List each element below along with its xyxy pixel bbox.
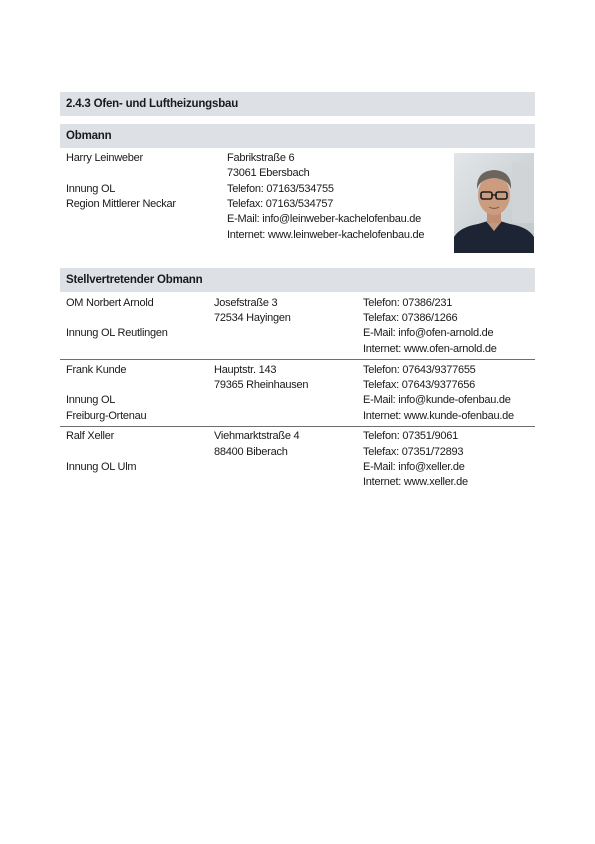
entry-name: Ralf Xeller bbox=[66, 430, 114, 442]
entry-city: 88400 Biberach bbox=[214, 446, 288, 458]
entry-telefon: Telefon: 07351/9061 bbox=[363, 430, 458, 442]
entry-innung: Innung OL Reutlingen bbox=[66, 327, 168, 339]
entry-street: Hauptstr. 143 bbox=[214, 364, 277, 376]
entry-internet: Internet: www.kunde-ofenbau.de bbox=[363, 410, 514, 422]
entry-telefon: Telefon: 07643/9377655 bbox=[363, 364, 476, 376]
entry-email: E-Mail: info@kunde-ofenbau.de bbox=[363, 394, 511, 406]
entry-telefax: Telefax: 07643/9377656 bbox=[363, 379, 475, 391]
entry-email: E-Mail: info@xeller.de bbox=[363, 461, 465, 473]
entry-internet: Internet: www.ofen-arnold.de bbox=[363, 343, 497, 355]
obmann-telefax: Telefax: 07163/534757 bbox=[227, 198, 334, 210]
entry-telefon: Telefon: 07386/231 bbox=[363, 297, 453, 309]
obmann-telefon: Telefon: 07163/534755 bbox=[227, 183, 334, 195]
obmann-heading: Obmann bbox=[60, 124, 535, 148]
entry-telefax: Telefax: 07351/72893 bbox=[363, 446, 464, 458]
obmann-portrait-photo bbox=[454, 153, 534, 253]
entry-innung: Innung OL Ulm bbox=[66, 461, 137, 473]
obmann-email: E-Mail: info@leinweber-kachelofenbau.de bbox=[227, 213, 422, 225]
entry-divider bbox=[60, 359, 535, 360]
obmann-internet: Internet: www.leinweber-kachelofenbau.de bbox=[227, 229, 425, 241]
entry-name: Frank Kunde bbox=[66, 364, 127, 376]
obmann-city: 73061 Ebersbach bbox=[227, 167, 310, 179]
entry-city: 72534 Hayingen bbox=[214, 312, 291, 324]
entry-street: Josefstraße 3 bbox=[214, 297, 278, 309]
entry-name: OM Norbert Arnold bbox=[66, 297, 154, 309]
obmann-innung: Innung OL bbox=[66, 183, 116, 195]
entry-innung: Innung OL bbox=[66, 394, 116, 406]
entry-telefax: Telefax: 07386/1266 bbox=[363, 312, 458, 324]
obmann-name: Harry Leinweber bbox=[66, 152, 143, 164]
section-title: 2.4.3 Ofen- und Luftheizungsbau bbox=[60, 92, 535, 116]
obmann-street: Fabrikstraße 6 bbox=[227, 152, 295, 164]
obmann-region: Region Mittlerer Neckar bbox=[66, 198, 176, 210]
entry-city: 79365 Rheinhausen bbox=[214, 379, 309, 391]
entry-divider bbox=[60, 426, 535, 427]
entry-street: Viehmarktstraße 4 bbox=[214, 430, 300, 442]
entry-internet: Internet: www.xeller.de bbox=[363, 476, 468, 488]
stellvertreter-heading: Stellvertretender Obmann bbox=[60, 268, 535, 292]
entry-email: E-Mail: info@ofen-arnold.de bbox=[363, 327, 494, 339]
entry-innung-line2: Freiburg-Ortenau bbox=[66, 410, 147, 422]
